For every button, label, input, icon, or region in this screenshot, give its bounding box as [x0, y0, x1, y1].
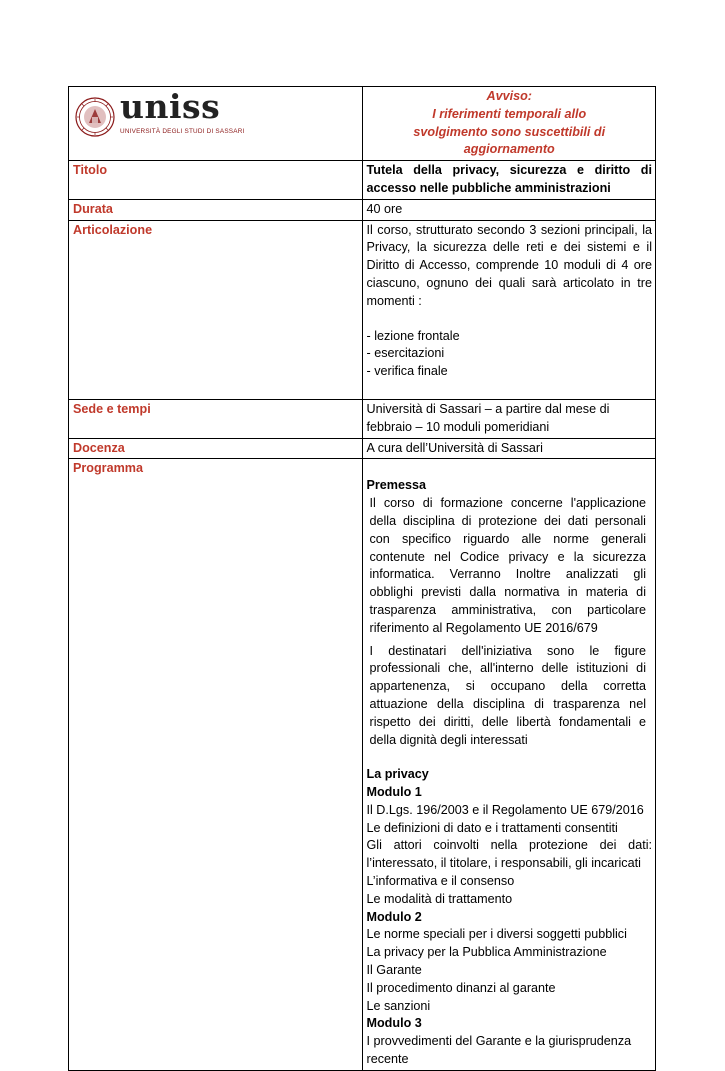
list-item: Il D.Lgs. 196/2003 e il Regolamento UE 679/2016 — [366, 802, 644, 817]
modulo-3-title: Modulo 3 — [366, 1016, 422, 1031]
uniss-logo — [75, 87, 245, 141]
list-item: Le norme speciali per i diversi soggetti pubblici — [366, 927, 627, 942]
list-item: - lezione frontale — [366, 328, 460, 343]
value-programma — [362, 459, 656, 1071]
header-row — [69, 87, 656, 161]
row-durata — [69, 199, 656, 220]
value-durata: 40 ore — [362, 199, 656, 220]
value-articolazione — [362, 220, 656, 399]
articolazione-text: Il corso, strutturato secondo 3 sezioni principali, la Privacy, la sicurezza delle reti e dei sistemi e il Diritto di Accesso, comprende 10 moduli di 4 ore ciascuno, ognuno dei quali sarà articolato in tre momenti : — [366, 222, 652, 308]
label-sede: Sede e tempi — [69, 399, 363, 438]
course-table — [68, 86, 656, 1071]
logo-name: uniss — [120, 87, 221, 126]
list-item: Il Garante — [366, 963, 422, 978]
list-item: Gli attori coinvolti nella protezione dei dati: l’interessato, il titolare, i responsabili, gli incaricati — [366, 838, 652, 871]
logo-cell — [69, 87, 363, 161]
list-item: Le definizioni di dato e i trattamenti consentiti — [366, 820, 618, 835]
label-programma: Programma — [69, 459, 363, 1071]
list-item: La privacy per la Pubblica Amministrazione — [366, 945, 607, 960]
row-sede — [69, 399, 656, 438]
premessa-title: Premessa — [366, 478, 427, 493]
label-titolo: Titolo — [69, 161, 363, 200]
label-docenza: Docenza — [69, 438, 363, 459]
logo-subtitle: UNIVERSITÀ DEGLI STUDI DI SASSARI — [120, 128, 245, 135]
row-titolo — [69, 161, 656, 200]
value-docenza: A cura dell’Università di Sassari — [362, 438, 656, 459]
notice-text: I riferimenti temporali allo svolgimento sono suscettibili di aggiornamento — [413, 106, 606, 157]
label-articolazione: Articolazione — [69, 220, 363, 399]
premessa-paragraph-2: I destinatari dell'iniziativa sono le figure professionali che, all'interno delle istituzioni di appartenenza, si occupano della corretta attuazione della disciplina di trasparenza nel rispetto dei diritti, delle libertà fondamentali e della dignità degli interessati — [369, 643, 646, 747]
value-sede: Università di Sassari – a partire dal mese di febbraio – 10 moduli pomeridiani — [362, 399, 656, 438]
list-item: - verifica finale — [366, 364, 448, 379]
list-item: L’informativa e il consenso — [366, 874, 515, 889]
modulo-2-title: Modulo 2 — [366, 909, 422, 924]
label-durata: Durata — [69, 199, 363, 220]
notice-title: Avviso: — [486, 89, 532, 103]
wordmark — [120, 87, 245, 141]
university-seal-icon — [75, 97, 115, 137]
document-page — [68, 86, 656, 1071]
row-programma — [69, 459, 656, 1071]
notice-cell — [362, 87, 656, 161]
premessa-paragraph-1: Il corso di formazione concerne l'applicazione della disciplina di protezione dei dati personali con specifico riguardo alle norme generali contenute nel Codice privacy e la sicurezza informatica. Verranno Inoltre analizzati gli obblighi previsti dalla normativa in materia di trasparenza amministrativa, con particolare riferimento al Regolamento UE 2016/679 — [369, 496, 646, 635]
value-titolo: Tutela della privacy, sicurezza e diritto di accesso nelle pubbliche amministrazioni — [362, 161, 656, 200]
list-item: - esercitazioni — [366, 346, 445, 361]
list-item: Il procedimento dinanzi al garante — [366, 980, 556, 995]
row-docenza — [69, 438, 656, 459]
modulo-1-title: Modulo 1 — [366, 785, 422, 800]
row-articolazione — [69, 220, 656, 399]
list-item: Le sanzioni — [366, 998, 431, 1013]
list-item: Le modalità di trattamento — [366, 891, 513, 906]
list-item: I provvedimenti del Garante e la giurisprudenza recente — [366, 1034, 632, 1067]
section-title: La privacy — [366, 767, 429, 782]
